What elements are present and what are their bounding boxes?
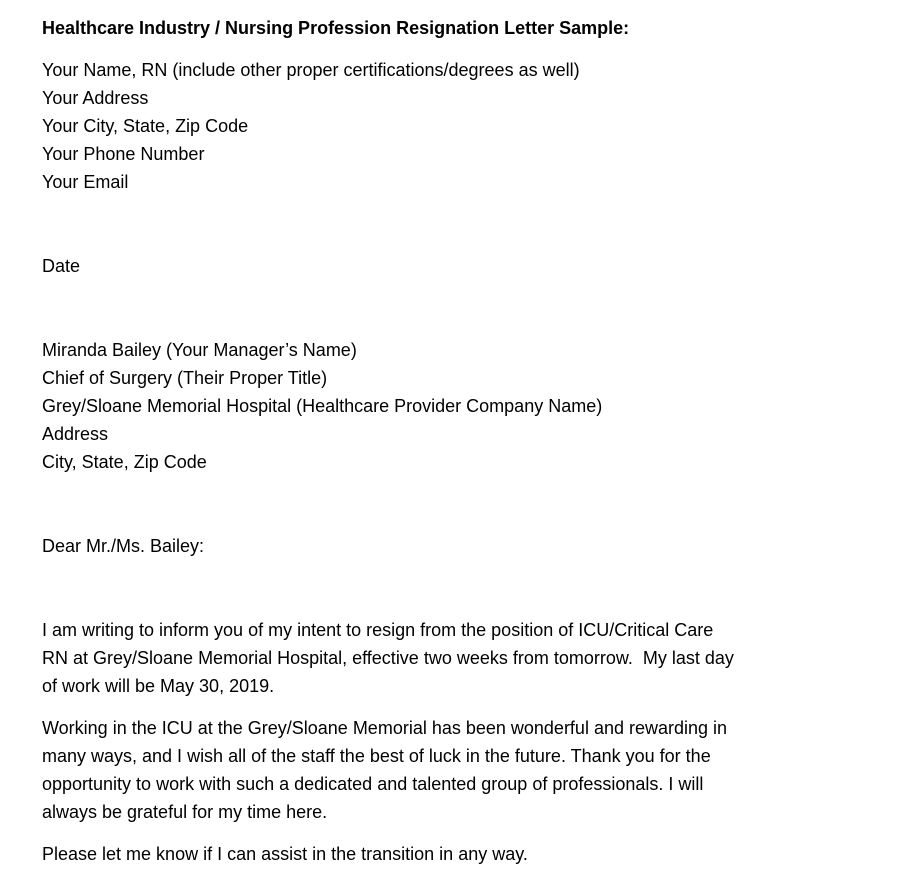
sender-address-line: Your Email [42, 172, 129, 192]
recipient-address-line: Miranda Bailey (Your Manager’s Name) [42, 340, 357, 360]
body-paragraph-line: many ways, and I wish all of the staff the best of luck in the future. Thank you for the [42, 746, 711, 766]
sender-address-line: Your Name, RN (include other proper certifications/degrees as well) [42, 60, 580, 80]
body-paragraph [42, 840, 860, 868]
body-paragraph-line: I am writing to inform you of my intent to resign from the position of ICU/Critical Care [42, 620, 714, 640]
body-paragraph [42, 714, 860, 826]
body-paragraph-line: of work will be May 30, 2019. [42, 676, 275, 696]
sender-address-line: Your Phone Number [42, 144, 205, 164]
body-paragraph-line: always be grateful for my time here. [42, 802, 328, 822]
blank-line [42, 210, 860, 238]
body-paragraph-line: RN at Grey/Sloane Memorial Hospital, effective two weeks from tomorrow. My last day [42, 648, 734, 668]
body-paragraph-line: opportunity to work with such a dedicated and talented group of professionals. I will [42, 774, 704, 794]
letter-title: Healthcare Industry / Nursing Profession Resignation Letter Sample: [42, 18, 630, 38]
blank-line [42, 294, 860, 322]
blank-line [42, 490, 860, 518]
recipient-address-line: City, State, Zip Code [42, 452, 207, 472]
salutation: Dear Mr./Ms. Bailey: [42, 536, 205, 556]
sender-address-line: Your City, State, Zip Code [42, 116, 249, 136]
sender-address-line: Your Address [42, 88, 149, 108]
body-paragraph [42, 616, 860, 700]
blank-line [42, 574, 860, 602]
recipient-address-line: Chief of Surgery (Their Proper Title) [42, 368, 328, 388]
sender-address-block [42, 56, 860, 196]
recipient-address-line: Address [42, 424, 109, 444]
recipient-address-line: Grey/Sloane Memorial Hospital (Healthcare Provider Company Name) [42, 396, 603, 416]
body-paragraph-line: Working in the ICU at the Grey/Sloane Memorial has been wonderful and rewarding in [42, 718, 728, 738]
date-placeholder: Date [42, 256, 81, 276]
body-paragraph-line: Please let me know if I can assist in the transition in any way. [42, 844, 528, 864]
recipient-address-block [42, 336, 860, 476]
